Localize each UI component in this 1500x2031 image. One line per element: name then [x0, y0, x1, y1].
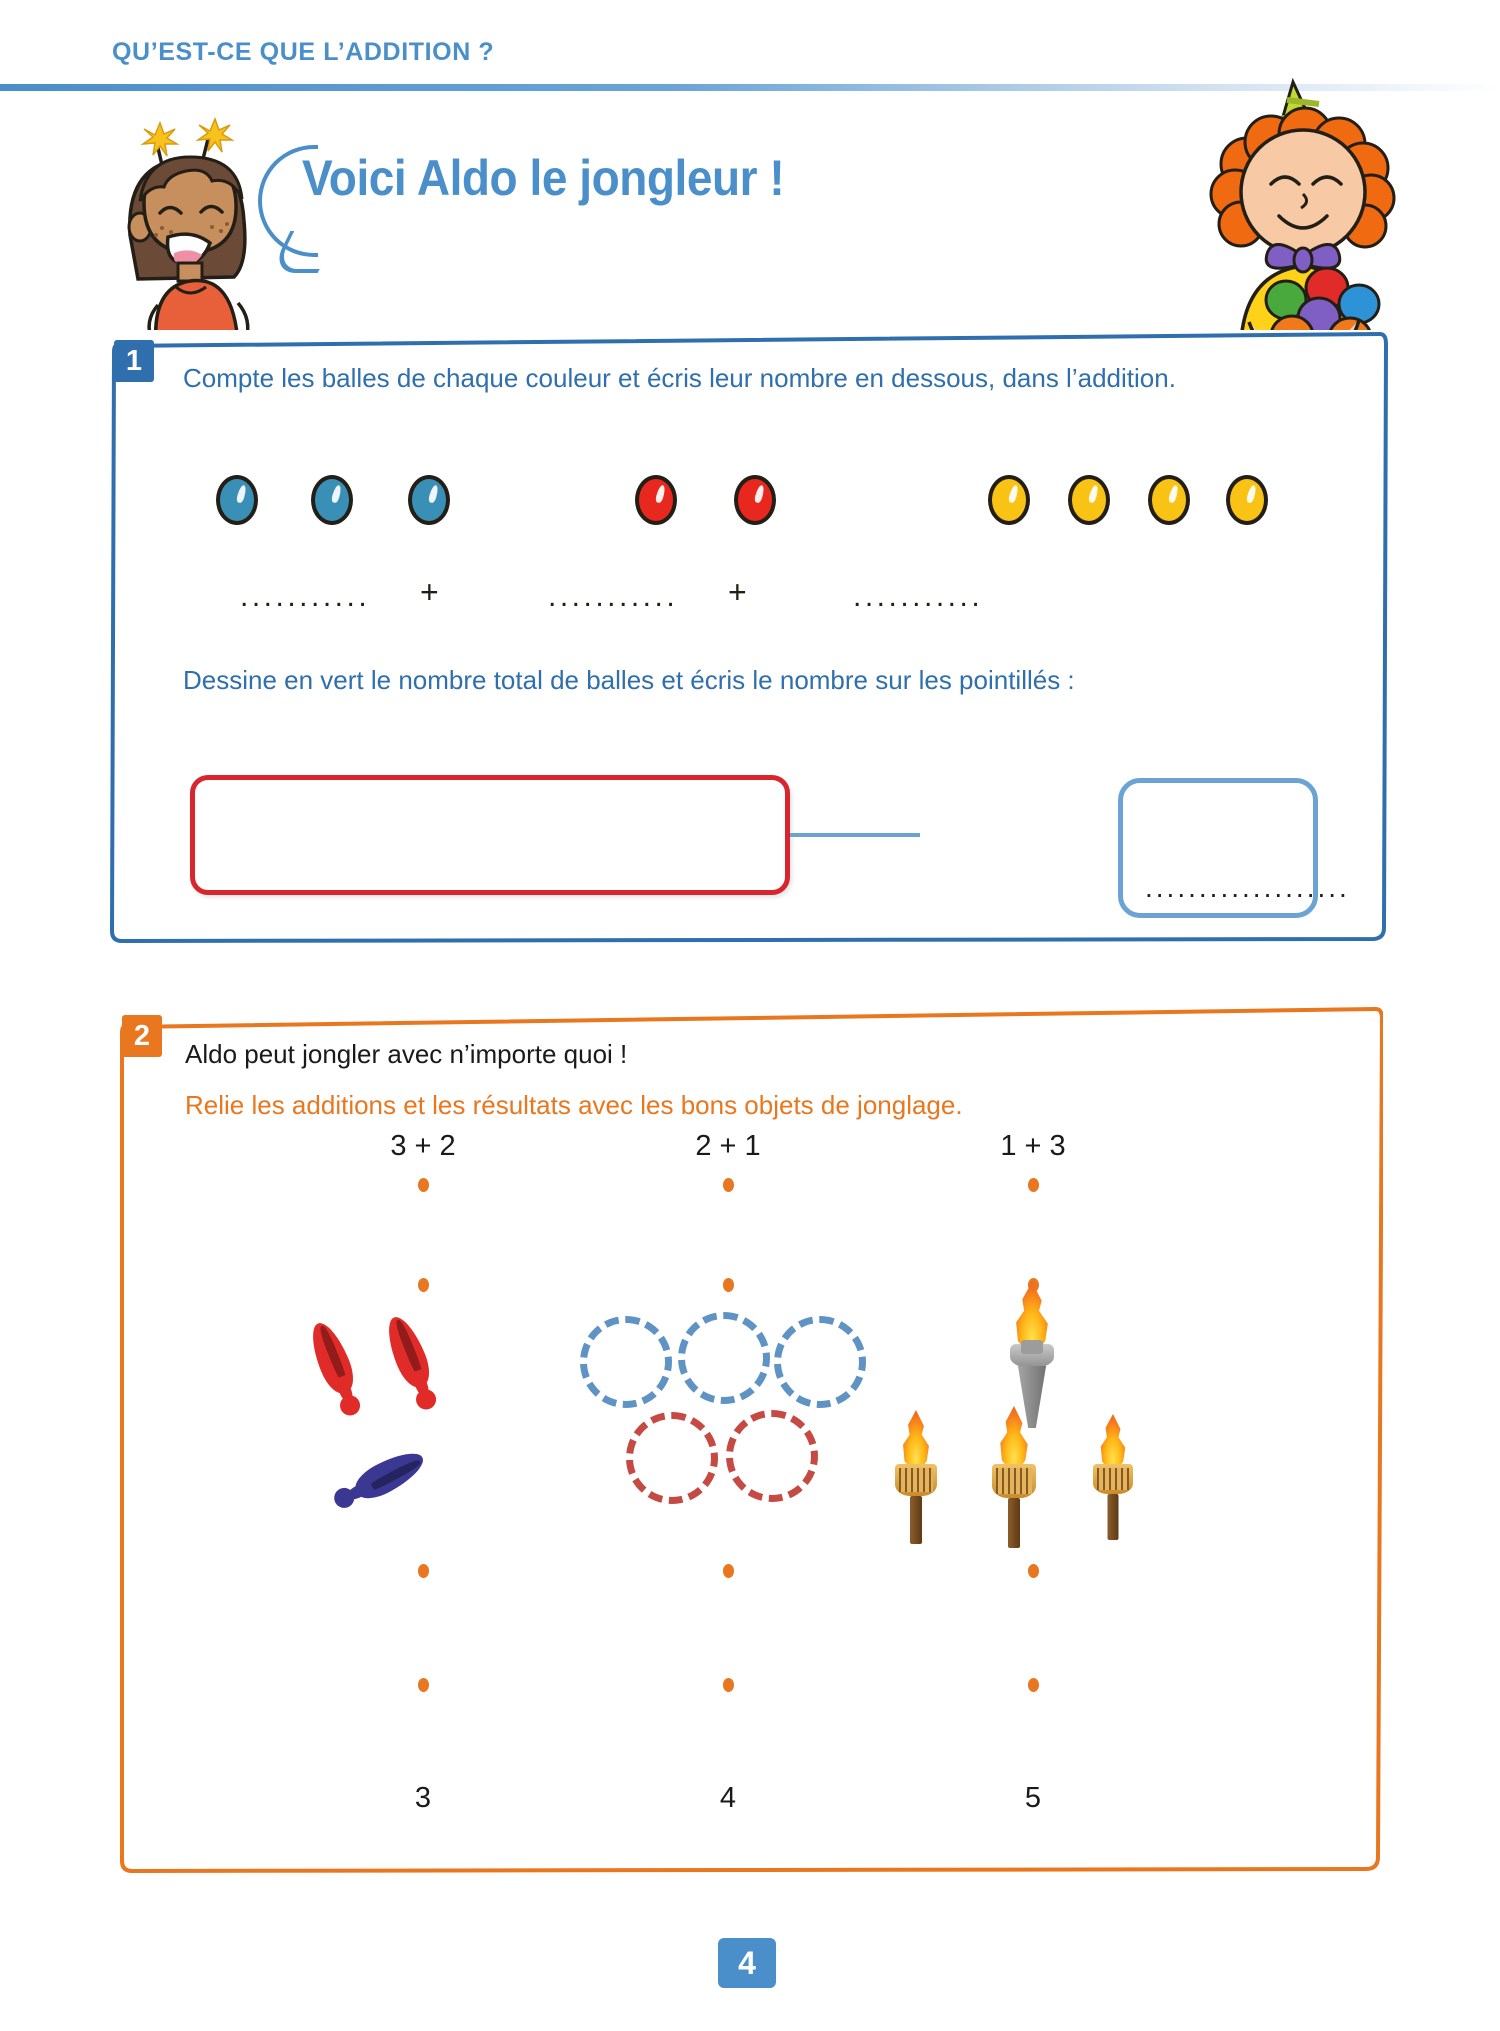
juggling-ring-red-2	[726, 1410, 818, 1502]
juggling-torch-gold-1	[887, 1410, 945, 1550]
juggling-club-purple-1	[330, 1442, 431, 1517]
ball-red-1	[635, 475, 677, 525]
speech-bubble-text: Voici Aldo le jongleur !	[302, 150, 785, 206]
ball-yellow-1	[988, 475, 1030, 525]
addition-label-2: 2 + 1	[695, 1130, 761, 1162]
juggling-club-red-2	[378, 1311, 445, 1413]
ball-yellow-2	[1068, 475, 1110, 525]
ball-blue-3	[408, 475, 450, 525]
speech-bubble	[258, 145, 878, 235]
juggling-ring-blue-1	[580, 1316, 672, 1408]
juggling-ring-blue-2	[678, 1312, 770, 1404]
exercise-1-number-badge: 1	[114, 340, 154, 382]
total-answer-dots: ...................	[1145, 872, 1350, 903]
result-label-3: 5	[1024, 1782, 1042, 1814]
match-column-clubs	[263, 1130, 583, 1830]
addition-operator-2: +	[728, 574, 747, 610]
speech-bubble-tail	[280, 231, 326, 271]
ball-yellow-3	[1148, 475, 1190, 525]
juggling-ring-red-1	[626, 1412, 718, 1504]
title-band	[0, 95, 1500, 325]
ball-red-2	[734, 475, 776, 525]
juggling-torches-group	[873, 1310, 1193, 1560]
page-title: QU’EST-CE QUE L’ADDITION ?	[112, 38, 495, 66]
addition-blank-3[interactable]: ...........	[853, 580, 984, 613]
connect-dot-result-1[interactable]	[418, 1678, 429, 1692]
exercise-2-instruction-2: Relie les additions et les résultats avec les bons objets de jonglage.	[185, 1090, 963, 1120]
ball-blue-2	[311, 475, 353, 525]
draw-area-red-box[interactable]	[190, 775, 790, 895]
exercise-1-instruction-1: Compte les balles de chaque couleur et écris leur nombre en dessous, dans l’addition.	[183, 363, 1176, 393]
clown-juggler-character	[1175, 60, 1425, 370]
connect-dot-object-bottom-1[interactable]	[418, 1564, 429, 1578]
exercise-2-number-badge: 2	[122, 1015, 162, 1057]
addition-label-1: 3 + 2	[390, 1130, 456, 1162]
juggling-torch-gold-3	[1085, 1414, 1141, 1550]
juggling-rings-group	[568, 1310, 888, 1560]
page-number-badge: 4	[718, 1938, 776, 1988]
addition-blank-1[interactable]: ...........	[240, 580, 371, 613]
connect-dot-result-3[interactable]	[1028, 1678, 1039, 1692]
ball-blue-1	[216, 475, 258, 525]
exercise-1-instruction-2: Dessine en vert le nombre total de balles et écris le nombre sur les pointillés :	[183, 665, 1075, 695]
connect-dot-addition-2[interactable]	[723, 1178, 734, 1192]
balls-row	[108, 475, 1388, 545]
connect-dot-object-bottom-2[interactable]	[723, 1564, 734, 1578]
connect-dot-addition-3[interactable]	[1028, 1178, 1039, 1192]
addition-operator-1: +	[420, 574, 439, 610]
ball-yellow-4	[1226, 475, 1268, 525]
addition-blanks-row	[108, 574, 1388, 630]
result-label-2: 4	[719, 1782, 737, 1814]
connect-dot-object-top-2[interactable]	[723, 1278, 734, 1292]
connect-dot-addition-1[interactable]	[418, 1178, 429, 1192]
addition-label-3: 1 + 3	[1000, 1130, 1066, 1162]
result-label-1: 3	[414, 1782, 432, 1814]
connect-dot-result-2[interactable]	[723, 1678, 734, 1692]
addition-blank-2[interactable]: ...........	[548, 580, 679, 613]
matching-area	[118, 1130, 1383, 1830]
juggling-ring-blue-3	[774, 1316, 866, 1408]
juggling-club-red-1	[302, 1317, 369, 1419]
juggling-torch-gold-2	[985, 1406, 1043, 1550]
juggling-clubs-group	[263, 1310, 583, 1560]
exercise-2-instruction-1: Aldo peut jongler avec n’importe quoi !	[185, 1039, 628, 1069]
connect-dot-object-bottom-3[interactable]	[1028, 1564, 1039, 1578]
match-column-torches	[873, 1130, 1193, 1830]
match-column-rings	[568, 1130, 888, 1830]
connect-dot-object-top-1[interactable]	[418, 1278, 429, 1292]
answer-connector-line	[790, 833, 920, 837]
